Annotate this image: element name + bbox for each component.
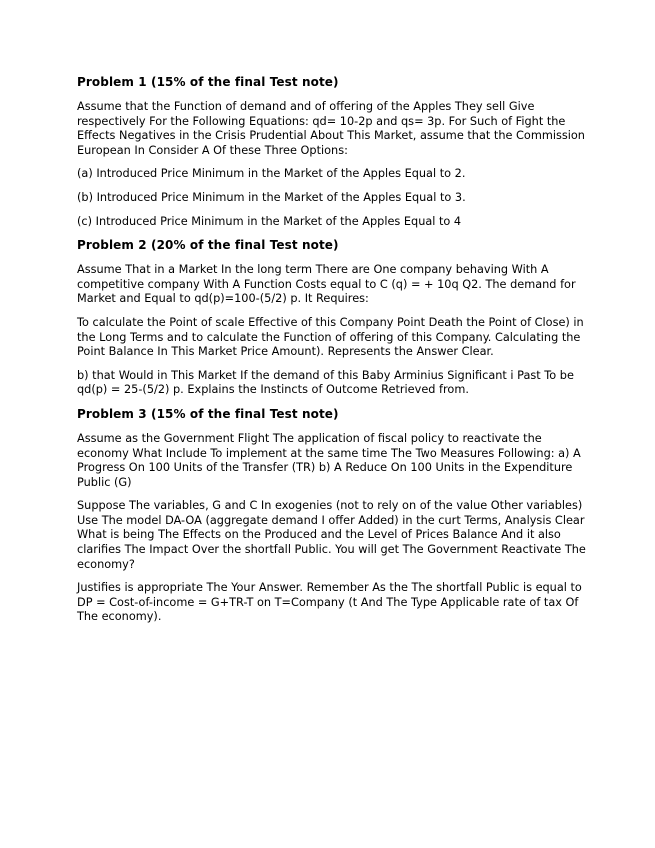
- problem-3-title: Problem 3 (15% of the final Test note): [77, 406, 339, 421]
- problem-2-section: [77, 238, 587, 398]
- problem-3-analysis: Suppose The variables, G and C In exogenies (not to rely on of the value Other variables) Use The model DA-OA (aggregate demand I offer Added) in the curt Terms, Analysis Clear What is being The Effects on the Produced and the Level of Prices Balance And it also clarifies The Impact Over the shortfall Public. You will get The Government Reactivate The economy?: [77, 499, 586, 571]
- problem-1-option-b: (b) Introduced Price Minimum in the Market of the Apples Equal to 3.: [77, 190, 466, 204]
- problem-2-part-a: To calculate the Point of scale Effective of this Company Point Death the Point of Close) in the Long Terms and to calculate the Function of offering of this Company. Calculating the Point Balance In This Market Price Amount). Represents the Answer Clear.: [77, 315, 584, 359]
- problem-2-part-b: b) that Would in This Market If the demand of this Baby Arminius Significant i Past To be qd(p) = 25-(5/2) p. Explains the Instincts of Outcome Retrieved from.: [77, 368, 574, 397]
- problem-1-statement: Assume that the Function of demand and of offering of the Apples They sell Give respectively For the Following Equations: qd= 10-2p and qs= 3p. For Such of Fight the Effects Negatives in the Crisis Prudential About This Market, assume that the Commission European In Consider A Of these Three Options:: [77, 100, 585, 157]
- problem-1-title: Problem 1 (15% of the final Test note): [77, 75, 339, 89]
- problem-3-section: [77, 407, 587, 625]
- problem-1-section: [77, 75, 587, 229]
- document-page: [77, 75, 587, 634]
- problem-1-option-a: (a) Introduced Price Minimum in the Market of the Apples Equal to 2.: [77, 167, 466, 181]
- problem-3-statement: Assume as the Government Flight The application of fiscal policy to reactivate the economy What Include To implement at the same time The Two Measures Following: a) A Progress On 100 Units of the Transfer (TR) b) A Reduce On 100 Units in the Expenditure Public (G): [77, 431, 581, 489]
- problem-2-statement: Assume That in a Market In the long term There are One company behaving With A competitive company With A Function Costs equal to C (q) = + 10q Q2. The demand for Market and Equal to qd(p)=100-(5/2) p. It Requires:: [77, 263, 576, 306]
- problem-3-justification: Justifies is appropriate The Your Answer. Remember As the The shortfall Public is equal to DP = Cost-of-income = G+TR-T on T=Company (t And The Type Applicable rate of tax Of The economy).: [77, 581, 582, 624]
- problem-1-option-c: (c) Introduced Price Minimum in the Market of the Apples Equal to 4: [77, 214, 462, 228]
- problem-2-title: Problem 2 (20% of the final Test note): [77, 238, 339, 253]
